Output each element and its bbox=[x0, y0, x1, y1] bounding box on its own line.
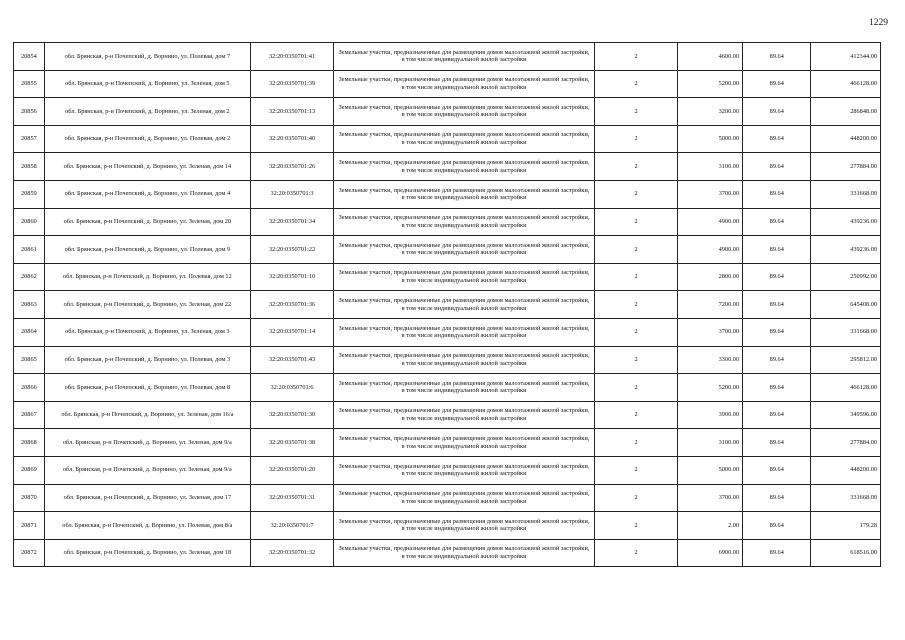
group-cell: 2 bbox=[595, 291, 678, 319]
address-cell: обл. Брянская, р-н Почепский, д. Ворнино, ул. Зеленая, дом 22 bbox=[44, 291, 250, 319]
table-row bbox=[14, 98, 881, 126]
row-number-cell: 20865 bbox=[14, 346, 45, 374]
specific-value-cell: 89.64 bbox=[743, 456, 811, 484]
land-purpose-cell: Земельные участки, предназначенные для размещения домов малоэтажной жилой застройки, в том числе индивидуальной жилой застройки bbox=[334, 346, 595, 374]
group-cell: 2 bbox=[595, 263, 678, 291]
cadastral-number-cell: 32:20:0350701:22 bbox=[250, 236, 333, 264]
cadastral-value-cell: 277884.00 bbox=[811, 429, 881, 457]
specific-value-cell: 89.64 bbox=[743, 98, 811, 126]
area-cell: 4600.00 bbox=[678, 43, 743, 71]
cadastral-value-cell: 448200.00 bbox=[811, 456, 881, 484]
table-row bbox=[14, 263, 881, 291]
row-number-cell: 20870 bbox=[14, 484, 45, 512]
land-purpose-cell: Земельные участки, предназначенные для размещения домов малоэтажной жилой застройки, в том числе индивидуальной жилой застройки bbox=[334, 401, 595, 429]
row-number-cell: 20867 bbox=[14, 401, 45, 429]
address-cell: обл. Брянская, р-н Почепский, д. Ворнино, ул. Полевая, дом 8 bbox=[44, 374, 250, 402]
row-number-cell: 20854 bbox=[14, 43, 45, 71]
cadastral-number-cell: 32:20:0350701:31 bbox=[250, 484, 333, 512]
table-row bbox=[14, 236, 881, 264]
row-number-cell: 20862 bbox=[14, 263, 45, 291]
area-cell: 3100.00 bbox=[678, 153, 743, 181]
specific-value-cell: 89.64 bbox=[743, 346, 811, 374]
area-cell: 5000.00 bbox=[678, 456, 743, 484]
land-purpose-cell: Земельные участки, предназначенные для размещения домов малоэтажной жилой застройки, в том числе индивидуальной жилой застройки bbox=[334, 153, 595, 181]
group-cell: 2 bbox=[595, 401, 678, 429]
cadastral-number-cell: 32:20:0350701:36 bbox=[250, 291, 333, 319]
table-row bbox=[14, 484, 881, 512]
address-cell: обл. Брянская, р-н Почепский, д. Ворнино, ул. Зеленая, дом 3 bbox=[44, 318, 250, 346]
group-cell: 2 bbox=[595, 484, 678, 512]
cadastral-number-cell: 32:20:0350701:14 bbox=[250, 318, 333, 346]
area-cell: 7200.00 bbox=[678, 291, 743, 319]
cadastral-value-cell: 466128.00 bbox=[811, 374, 881, 402]
cadastral-value-cell: 349596.00 bbox=[811, 401, 881, 429]
specific-value-cell: 89.64 bbox=[743, 125, 811, 153]
cadastral-value-cell: 448200.00 bbox=[811, 125, 881, 153]
specific-value-cell: 89.64 bbox=[743, 236, 811, 264]
area-cell: 3700.00 bbox=[678, 484, 743, 512]
area-cell: 3700.00 bbox=[678, 318, 743, 346]
land-purpose-cell: Земельные участки, предназначенные для размещения домов малоэтажной жилой застройки, в том числе индивидуальной жилой застройки bbox=[334, 43, 595, 71]
address-cell: обл. Брянская, р-н Почепский, д. Ворнино, ул. Полевая, дом 9 bbox=[44, 236, 250, 264]
table-row bbox=[14, 401, 881, 429]
table-row bbox=[14, 180, 881, 208]
area-cell: 5000.00 bbox=[678, 125, 743, 153]
address-cell: обл. Брянская, р-н Почепский, д. Ворнино, ул. Зеленая, дом 18 bbox=[44, 539, 250, 567]
cadastral-number-cell: 32:20:0350701:26 bbox=[250, 153, 333, 181]
land-purpose-cell: Земельные участки, предназначенные для размещения домов малоэтажной жилой застройки, в том числе индивидуальной жилой застройки bbox=[334, 263, 595, 291]
specific-value-cell: 89.64 bbox=[743, 429, 811, 457]
area-cell: 5200.00 bbox=[678, 70, 743, 98]
page-number: 1229 bbox=[869, 18, 888, 28]
group-cell: 2 bbox=[595, 98, 678, 126]
cadastral-number-cell: 32:20:0350701:34 bbox=[250, 208, 333, 236]
group-cell: 2 bbox=[595, 539, 678, 567]
cadastral-number-cell: 32:20:0350701:38 bbox=[250, 429, 333, 457]
table-row bbox=[14, 153, 881, 181]
row-number-cell: 20868 bbox=[14, 429, 45, 457]
address-cell: обл. Брянская, р-н Почепский, д. Ворнино, ул. Зеленая, дом 20 bbox=[44, 208, 250, 236]
cadastral-number-cell: 32:20:0350701:32 bbox=[250, 539, 333, 567]
area-cell: 5200.00 bbox=[678, 374, 743, 402]
group-cell: 2 bbox=[595, 512, 678, 540]
land-purpose-cell: Земельные участки, предназначенные для размещения домов малоэтажной жилой застройки, в том числе индивидуальной жилой застройки bbox=[334, 236, 595, 264]
table-row bbox=[14, 512, 881, 540]
address-cell: обл. Брянская, р-н Почепский, д. Ворнино, ул. Зеленая, дом 14 bbox=[44, 153, 250, 181]
address-cell: обл. Брянская, р-н Почепский, д. Ворнино, ул. Полевая, дом 8/а bbox=[44, 512, 250, 540]
cadastral-value-cell: 439236.00 bbox=[811, 208, 881, 236]
land-purpose-cell: Земельные участки, предназначенные для размещения домов малоэтажной жилой застройки, в том числе индивидуальной жилой застройки bbox=[334, 98, 595, 126]
cadastral-number-cell: 32:20:0350701:39 bbox=[250, 70, 333, 98]
table-row bbox=[14, 70, 881, 98]
row-number-cell: 20859 bbox=[14, 180, 45, 208]
address-cell: обл. Брянская, р-н Почепский, д. Ворнино, ул. Зеленая, дом 9/а bbox=[44, 456, 250, 484]
cadastral-value-cell: 179.28 bbox=[811, 512, 881, 540]
specific-value-cell: 89.64 bbox=[743, 539, 811, 567]
cadastral-value-cell: 645408.00 bbox=[811, 291, 881, 319]
cadastral-number-cell: 32:20:0350701:20 bbox=[250, 456, 333, 484]
table-row bbox=[14, 429, 881, 457]
row-number-cell: 20864 bbox=[14, 318, 45, 346]
address-cell: обл. Брянская, р-н Почепский, д. Ворнино, ул. Полевая, дом 12 bbox=[44, 263, 250, 291]
group-cell: 2 bbox=[595, 456, 678, 484]
table-row bbox=[14, 43, 881, 71]
table-row bbox=[14, 374, 881, 402]
row-number-cell: 20858 bbox=[14, 153, 45, 181]
address-cell: обл. Брянская, р-н Почепский, д. Ворнино, ул. Полевая, дом 2 bbox=[44, 125, 250, 153]
row-number-cell: 20872 bbox=[14, 539, 45, 567]
row-number-cell: 20869 bbox=[14, 456, 45, 484]
table-row bbox=[14, 346, 881, 374]
area-cell: 4900.00 bbox=[678, 208, 743, 236]
area-cell: 3200.00 bbox=[678, 98, 743, 126]
specific-value-cell: 89.64 bbox=[743, 153, 811, 181]
cadastral-value-cell: 277884.00 bbox=[811, 153, 881, 181]
land-purpose-cell: Земельные участки, предназначенные для размещения домов малоэтажной жилой застройки, в том числе индивидуальной жилой застройки bbox=[334, 125, 595, 153]
area-cell: 2800.00 bbox=[678, 263, 743, 291]
address-cell: обл. Брянская, р-н Почепский, д. Ворнино, ул. Зеленая, дом 9/а bbox=[44, 429, 250, 457]
cadastral-value-table bbox=[13, 42, 881, 567]
table-body bbox=[14, 43, 881, 567]
cadastral-number-cell: 32:20:0350701:6 bbox=[250, 374, 333, 402]
group-cell: 2 bbox=[595, 125, 678, 153]
cadastral-number-cell: 32:20:0350701:10 bbox=[250, 263, 333, 291]
address-cell: обл. Брянская, р-н Почепский, д. Ворнино, ул. Полевая, дом 3 bbox=[44, 346, 250, 374]
group-cell: 2 bbox=[595, 153, 678, 181]
cadastral-value-cell: 250992.00 bbox=[811, 263, 881, 291]
cadastral-value-cell: 331668.00 bbox=[811, 180, 881, 208]
land-purpose-cell: Земельные участки, предназначенные для размещения домов малоэтажной жилой застройки, в том числе индивидуальной жилой застройки bbox=[334, 456, 595, 484]
land-purpose-cell: Земельные участки, предназначенные для размещения домов малоэтажной жилой застройки, в том числе индивидуальной жилой застройки bbox=[334, 208, 595, 236]
cadastral-value-cell: 618516.00 bbox=[811, 539, 881, 567]
land-purpose-cell: Земельные участки, предназначенные для размещения домов малоэтажной жилой застройки, в том числе индивидуальной жилой застройки bbox=[334, 512, 595, 540]
group-cell: 2 bbox=[595, 236, 678, 264]
cadastral-number-cell: 32:20:0350701:41 bbox=[250, 43, 333, 71]
specific-value-cell: 89.64 bbox=[743, 208, 811, 236]
group-cell: 2 bbox=[595, 208, 678, 236]
row-number-cell: 20856 bbox=[14, 98, 45, 126]
specific-value-cell: 89.64 bbox=[743, 263, 811, 291]
address-cell: обл. Брянская, р-н Почепский, д. Ворнино, ул. Полевая, дом 4 bbox=[44, 180, 250, 208]
cadastral-value-cell: 295812.00 bbox=[811, 346, 881, 374]
specific-value-cell: 89.64 bbox=[743, 43, 811, 71]
area-cell: 3700.00 bbox=[678, 180, 743, 208]
address-cell: обл. Брянская, р-н Почепский, д. Ворнино, ул. Зеленая, дом 5 bbox=[44, 70, 250, 98]
cadastral-number-cell: 32:20:0350701:7 bbox=[250, 512, 333, 540]
area-cell: 6900.00 bbox=[678, 539, 743, 567]
cadastral-number-cell: 32:20:0350701:13 bbox=[250, 98, 333, 126]
cadastral-number-cell: 32:20:0350701:30 bbox=[250, 401, 333, 429]
land-purpose-cell: Земельные участки, предназначенные для размещения домов малоэтажной жилой застройки, в том числе индивидуальной жилой застройки bbox=[334, 374, 595, 402]
cadastral-value-cell: 466128.00 bbox=[811, 70, 881, 98]
land-purpose-cell: Земельные участки, предназначенные для размещения домов малоэтажной жилой застройки, в том числе индивидуальной жилой застройки bbox=[334, 291, 595, 319]
area-cell: 4900.00 bbox=[678, 236, 743, 264]
specific-value-cell: 89.64 bbox=[743, 70, 811, 98]
table-row bbox=[14, 125, 881, 153]
specific-value-cell: 89.64 bbox=[743, 401, 811, 429]
address-cell: обл. Брянская, р-н Почепский, д. Ворнино, ул. Зеленая, дом 17 bbox=[44, 484, 250, 512]
table-row bbox=[14, 208, 881, 236]
land-purpose-cell: Земельные участки, предназначенные для размещения домов малоэтажной жилой застройки, в том числе индивидуальной жилой застройки bbox=[334, 484, 595, 512]
row-number-cell: 20860 bbox=[14, 208, 45, 236]
area-cell: 3900.00 bbox=[678, 401, 743, 429]
land-purpose-cell: Земельные участки, предназначенные для размещения домов малоэтажной жилой застройки, в том числе индивидуальной жилой застройки bbox=[334, 318, 595, 346]
land-purpose-cell: Земельные участки, предназначенные для размещения домов малоэтажной жилой застройки, в том числе индивидуальной жилой застройки bbox=[334, 429, 595, 457]
row-number-cell: 20863 bbox=[14, 291, 45, 319]
address-cell: обл. Брянская, р-н Почепский, д. Ворнино, ул. Зеленая, дом 16/а bbox=[44, 401, 250, 429]
specific-value-cell: 89.64 bbox=[743, 374, 811, 402]
specific-value-cell: 89.64 bbox=[743, 291, 811, 319]
group-cell: 2 bbox=[595, 43, 678, 71]
row-number-cell: 20855 bbox=[14, 70, 45, 98]
area-cell: 3300.00 bbox=[678, 346, 743, 374]
cadastral-value-cell: 439236.00 bbox=[811, 236, 881, 264]
table-row bbox=[14, 539, 881, 567]
specific-value-cell: 89.64 bbox=[743, 318, 811, 346]
group-cell: 2 bbox=[595, 70, 678, 98]
area-cell: 3100.00 bbox=[678, 429, 743, 457]
group-cell: 2 bbox=[595, 318, 678, 346]
group-cell: 2 bbox=[595, 346, 678, 374]
address-cell: обл. Брянская, р-н Почепский, д. Ворнино, ул. Зеленая, дом 2 bbox=[44, 98, 250, 126]
specific-value-cell: 89.64 bbox=[743, 512, 811, 540]
cadastral-number-cell: 32:20:0350701:43 bbox=[250, 346, 333, 374]
cadastral-value-cell: 412344.00 bbox=[811, 43, 881, 71]
table-row bbox=[14, 456, 881, 484]
cadastral-number-cell: 32:20:0350701:3 bbox=[250, 180, 333, 208]
cadastral-value-cell: 331668.00 bbox=[811, 318, 881, 346]
area-cell: 2.00 bbox=[678, 512, 743, 540]
table-row bbox=[14, 318, 881, 346]
land-purpose-cell: Земельные участки, предназначенные для размещения домов малоэтажной жилой застройки, в том числе индивидуальной жилой застройки bbox=[334, 539, 595, 567]
table-row bbox=[14, 291, 881, 319]
group-cell: 2 bbox=[595, 374, 678, 402]
address-cell: обл. Брянская, р-н Почепский, д. Ворнино, ул. Полевая, дом 7 bbox=[44, 43, 250, 71]
row-number-cell: 20857 bbox=[14, 125, 45, 153]
cadastral-value-cell: 286848.00 bbox=[811, 98, 881, 126]
cadastral-value-cell: 331668.00 bbox=[811, 484, 881, 512]
group-cell: 2 bbox=[595, 429, 678, 457]
specific-value-cell: 89.64 bbox=[743, 484, 811, 512]
row-number-cell: 20866 bbox=[14, 374, 45, 402]
row-number-cell: 20861 bbox=[14, 236, 45, 264]
cadastral-number-cell: 32:20:0350701:40 bbox=[250, 125, 333, 153]
group-cell: 2 bbox=[595, 180, 678, 208]
row-number-cell: 20871 bbox=[14, 512, 45, 540]
specific-value-cell: 89.64 bbox=[743, 180, 811, 208]
land-purpose-cell: Земельные участки, предназначенные для размещения домов малоэтажной жилой застройки, в том числе индивидуальной жилой застройки bbox=[334, 180, 595, 208]
land-purpose-cell: Земельные участки, предназначенные для размещения домов малоэтажной жилой застройки, в том числе индивидуальной жилой застройки bbox=[334, 70, 595, 98]
